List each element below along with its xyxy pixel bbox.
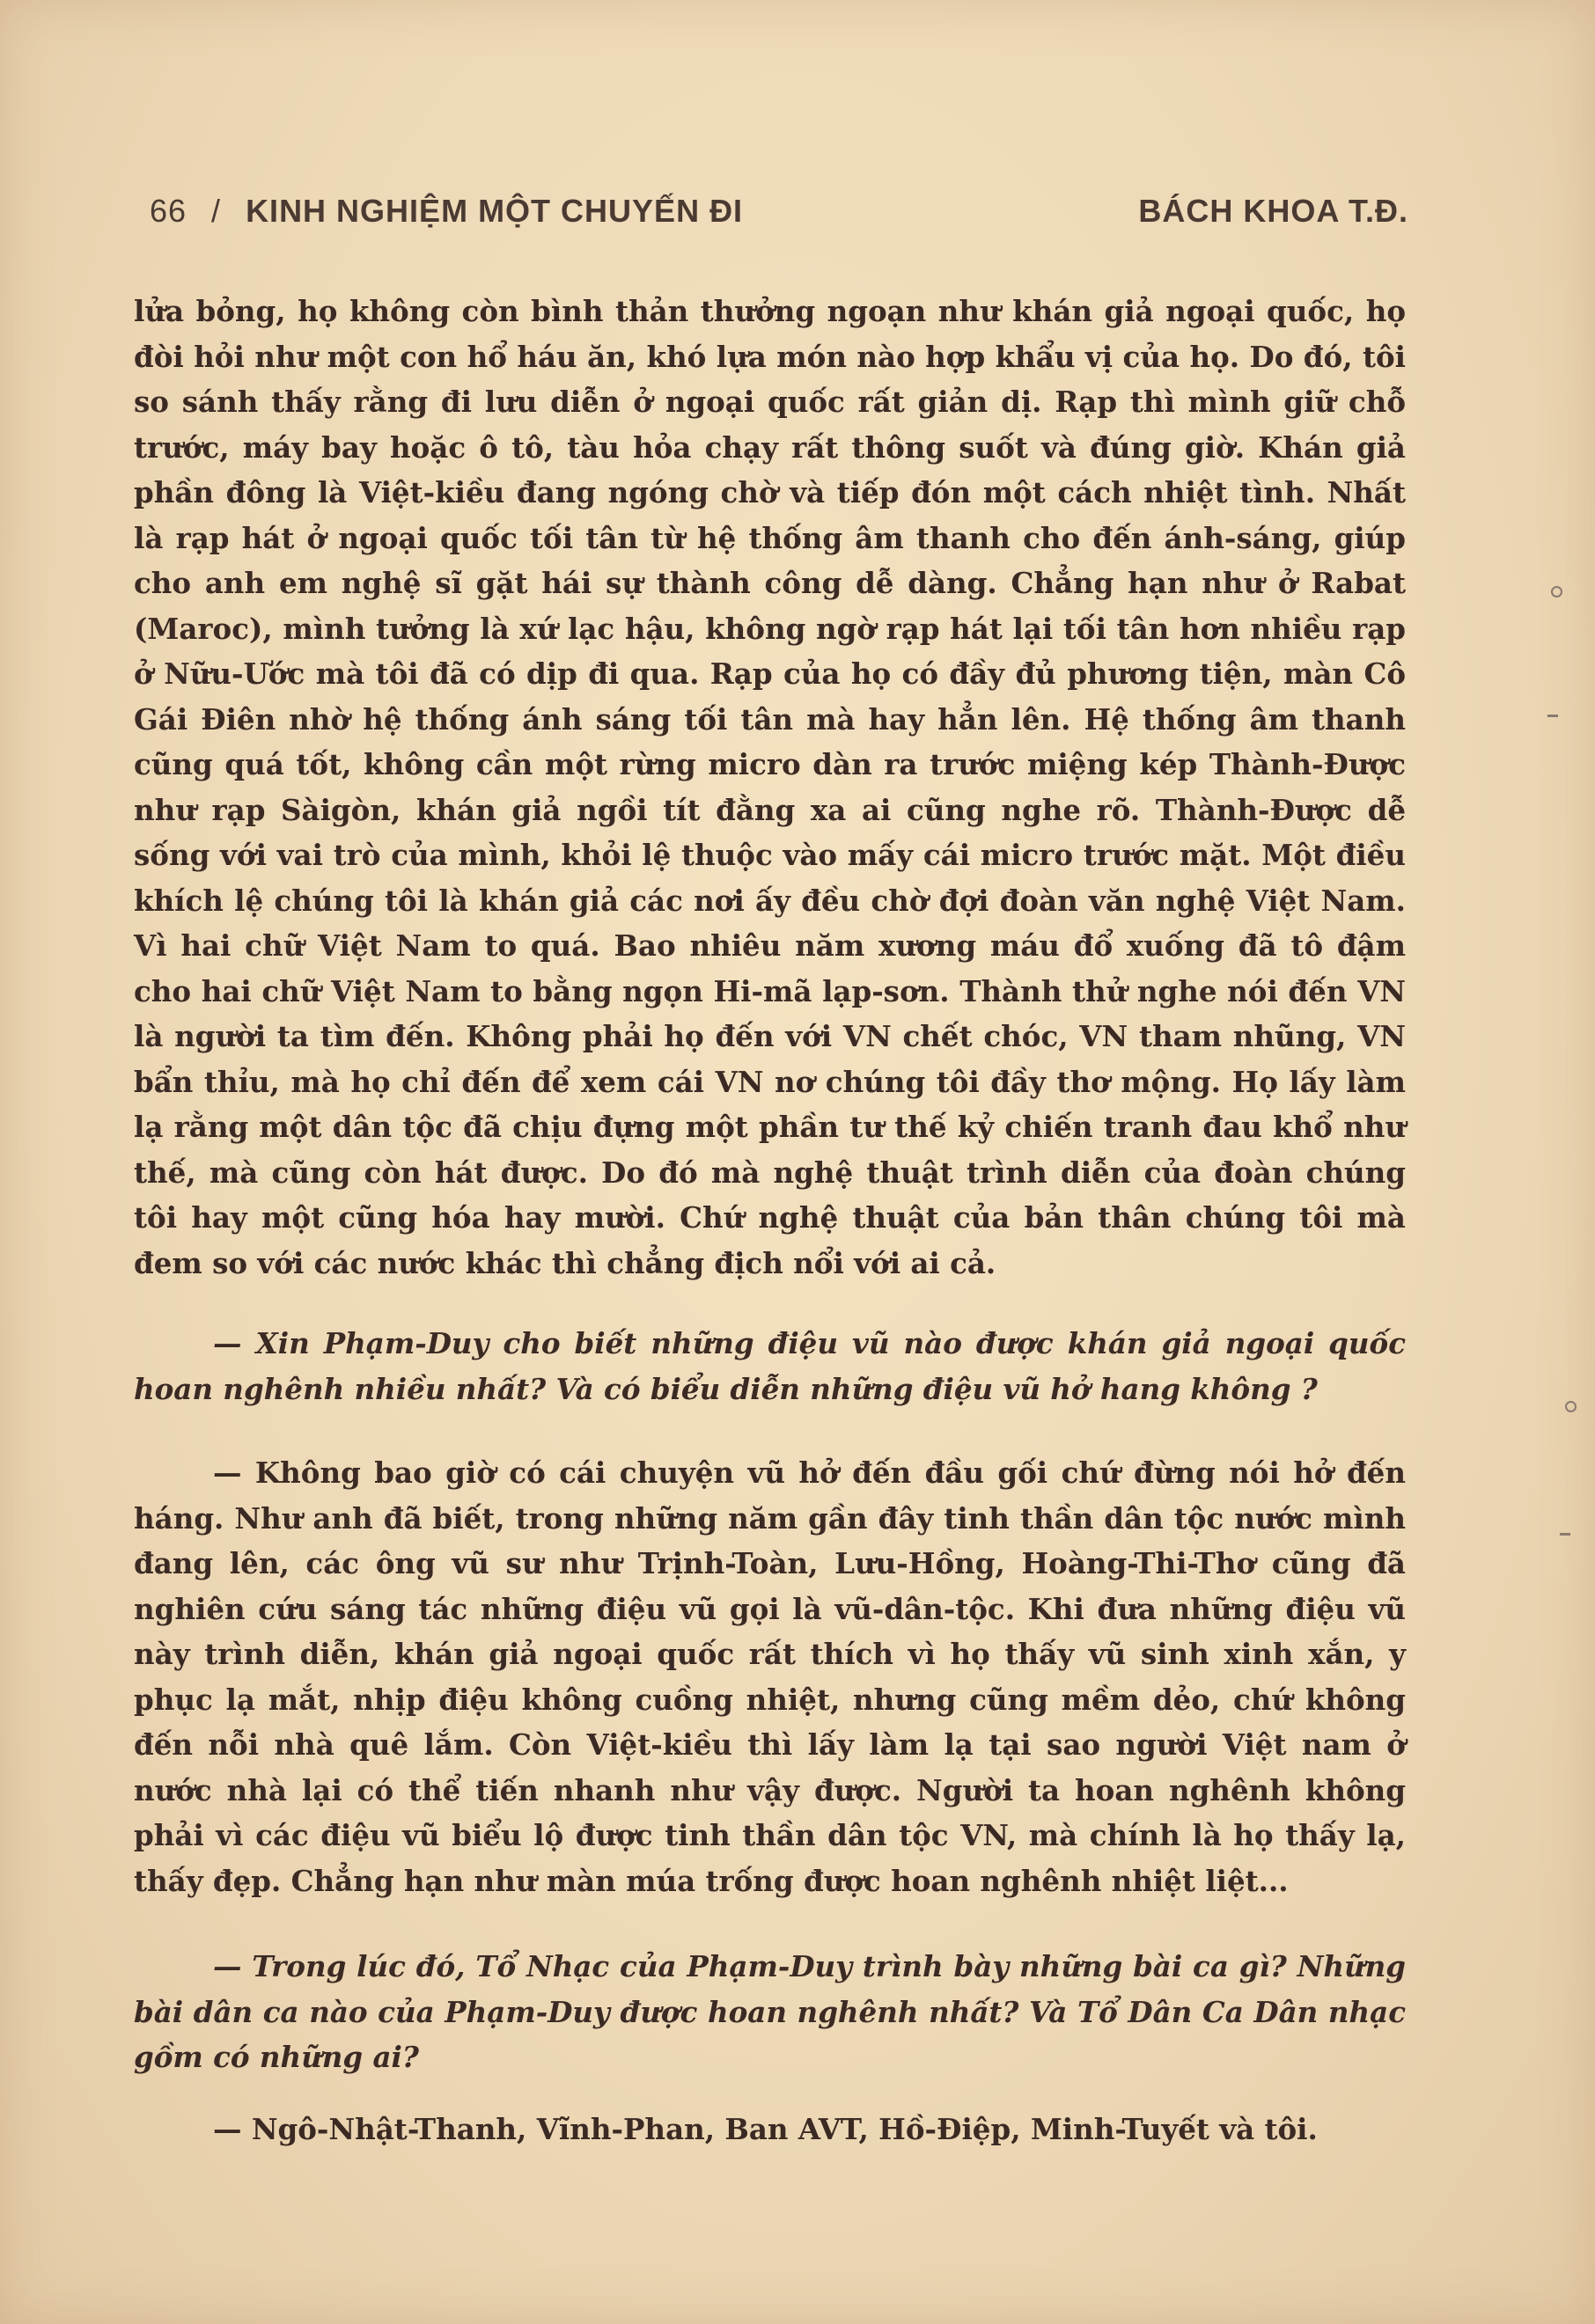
page-number: 66 [150,193,187,229]
interview-question: — Xin Phạm-Duy cho biết những điệu vũ nào được khán giả ngoại quốc hoan nghênh nhiều nhất? Và có biểu diễn những điệu vũ hở hang không ? [134,1326,1406,1406]
interview-answer: — Ngô-Nhật-Thanh, Vĩnh-Phan, Ban AVT, Hồ-Điệp, Minh-Tuyết và tôi. [213,2111,1318,2146]
publication-name: BÁCH KHOA T.Đ. [1138,193,1408,229]
paper-dash-mark [1560,1533,1570,1536]
article-body [134,289,1406,2152]
header-separator: / [211,193,222,229]
paper-dash-mark [1547,715,1558,717]
paper-speck-mark [1565,1401,1577,1412]
interview-answer: — Không bao giờ có cái chuyện vũ hở đến đầu gối chứ đừng nói hở đến háng. Như anh đã biết, trong những năm gần đây tinh thần dân tộc nước mình đang lên, các ông vũ sư như Trịnh-Toàn, Lưu-Hồng, Hoàng-Thi-Thơ cũng đã nghiên cứu sáng tác những điệu vũ gọi là vũ-dân-tộc. Khi đưa những điệu vũ này trình diễn, khán giả ngoại quốc rất thích vì họ thấy vũ sinh xinh xắn, y phục lạ mắt, nhịp điệu không cuồng nhiệt, nhưng cũng mềm dẻo, chứ không đến nỗi nhà quê lắm. Còn Việt-kiều thì lấy làm lạ tại sao người Việt nam ở nước nhà lại có thể tiến nhanh như vậy được. Người ta hoan nghênh không phải vì các điệu vũ biểu lộ được tinh thần dân tộc VN, mà chính là họ thấy lạ, thấy đẹp. Chẳng hạn như màn múa trống được hoan nghênh nhiệt liệt... [134,1455,1406,1898]
body-paragraph: lửa bỏng, họ không còn bình thản thưởng ngoạn như khán giả ngoại quốc, họ đòi hỏi như một con hổ háu ăn, khó lựa món nào hợp khẩu vị của họ. Do đó, tôi so sánh thấy rằng đi lưu diễn ở ngoại quốc rất giản dị. Rạp thì mình giữ chỗ trước, máy bay hoặc ô tô, tàu hỏa chạy rất thông suốt và đúng giờ. Khán giả phần đông là Việt-kiều đang ngóng chờ và tiếp đón một cách nhiệt tình. Nhất là rạp hát ở ngoại quốc tối tân từ hệ thống âm thanh cho đến ánh-sáng, giúp cho anh em nghệ sĩ gặt hái sự thành công dễ dàng. Chẳng hạn như ở Rabat (Maroc), mình tưởng là xứ lạc hậu, không ngờ rạp hát lại tối tân hơn nhiều rạp ở Nữu-Ước mà tôi đã có dịp đi qua. Rạp của họ có đầy đủ phương tiện, màn Cô Gái Điên nhờ hệ thống ánh sáng tối tân mà hay hẳn lên. Hệ thống âm thanh cũng quá tốt, không cần một rừng micro dàn ra trước miệng kép Thành-Được như rạp Sàigòn, khán giả ngồi tít đằng xa ai cũng nghe rõ. Thành-Được dễ sống với vai trò của mình, khỏi lệ thuộc vào mấy cái micro trước mặt. Một điều khích lệ chúng tôi là khán giả các nơi ấy đều chờ đợi đoàn văn nghệ Việt Nam. Vì hai chữ Việt Nam to quá. Bao nhiêu năm xương máu đổ xuống đã tô đậm cho hai chữ Việt Nam to bằng ngọn Hi-mã lạp-sơn. Thành thử nghe nói đến VN là người ta tìm đến. Không phải họ đến với VN chết chóc, VN tham nhũng, VN bẩn thỉu, mà họ chỉ đến để xem cái VN nơ chúng tôi đầy thơ mộng. Họ lấy làm lạ rằng một dân tộc đã chịu đựng một phần tư thế kỷ chiến tranh đau khổ như thế, mà cũng còn hát được. Do đó mà nghệ thuật trình diễn của đoàn chúng tôi hay một cũng hóa hay mười. Chứ nghệ thuật của bản thân chúng tôi mà đem so với các nước khác thì chẳng địch nổi với ai cả. [134,294,1406,1280]
interview-question: — Trong lúc đó, Tổ Nhạc của Phạm-Duy trình bày những bài ca gì? Những bài dân ca nào của Phạm-Duy được hoan nghênh nhất? Và Tổ Dân Ca Dân nhạc gồm có những ai? [134,1949,1406,2074]
section-title: KINH NGHIỆM MỘT CHUYẾN ĐI [246,193,744,229]
header-left [150,193,743,230]
paper-speck-mark [1551,586,1562,597]
running-header [150,187,1408,236]
